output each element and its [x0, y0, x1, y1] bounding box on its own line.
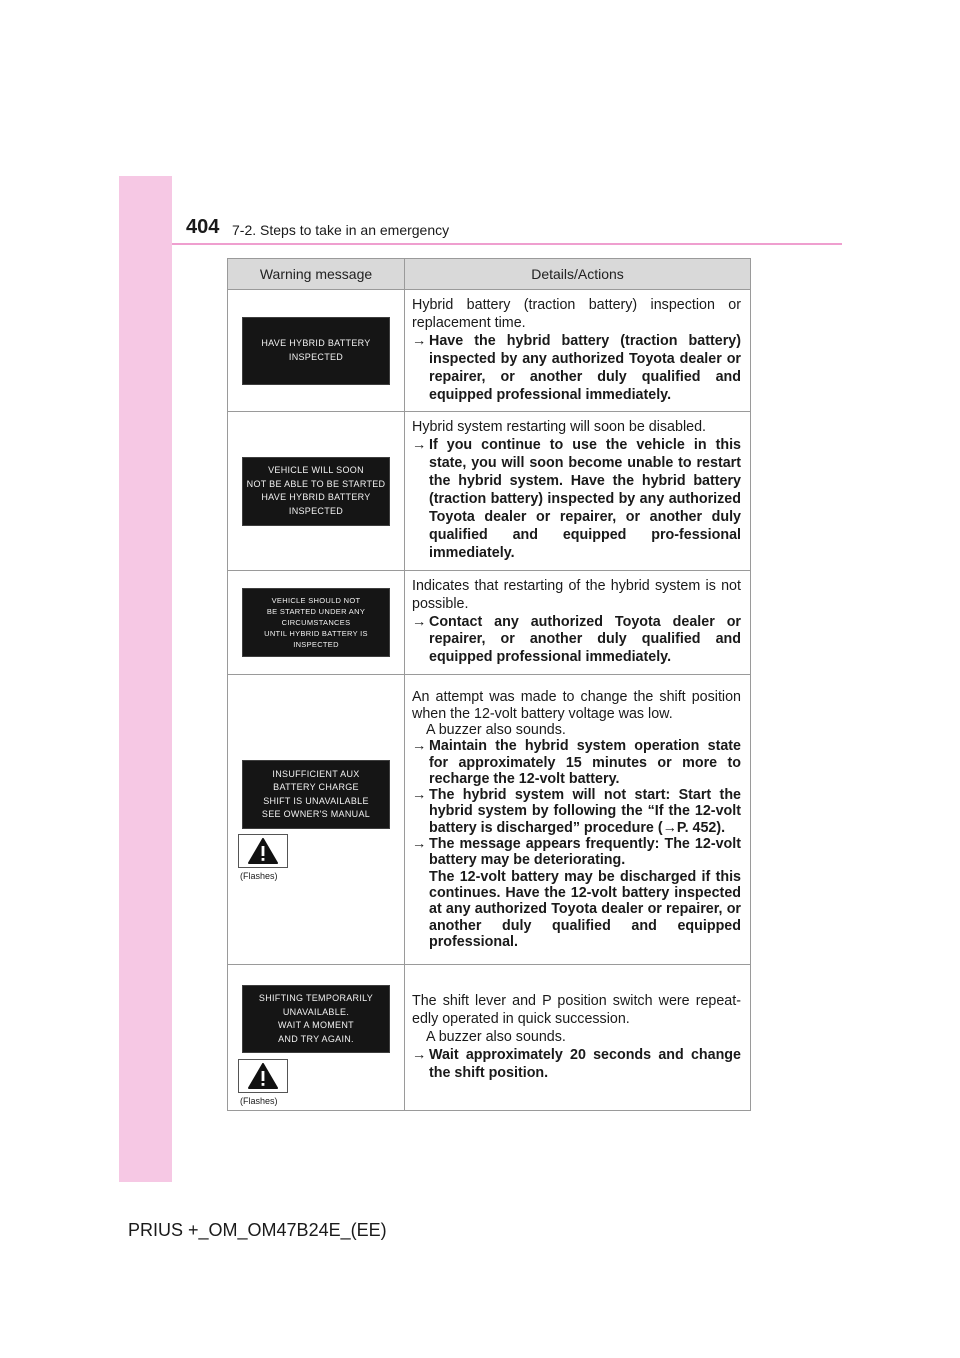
table-row	[228, 570, 751, 675]
details-cell	[405, 412, 751, 570]
display-text-line: WAIT A MOMENT	[278, 1020, 354, 1031]
arrow-icon: →	[412, 1046, 427, 1063]
details-actions-header: Details/Actions	[405, 259, 751, 290]
arrow-icon: →	[412, 738, 427, 755]
display-text-line: INSPECTED	[293, 639, 339, 649]
display-text-line: INSPECTED	[288, 505, 344, 516]
action-item: → If you continue to use the vehicle in this state, you will soon become unable to restart the hybrid system. Have the hybrid battery (traction battery) inspected by any authorized Toyota dealer or repairer, or another duly qualified and equipped pro-fessional immediately.	[412, 437, 741, 561]
action-item: → The message appears frequently: The 12-volt battery may be deteriorating.	[412, 836, 741, 869]
display-text-line: INSPECTED	[288, 351, 344, 362]
warning-message-cell	[228, 965, 405, 1111]
section-title: 7-2. Steps to take in an emergency	[232, 222, 450, 238]
table-row	[228, 290, 751, 412]
warning-triangle-icon	[248, 1063, 278, 1089]
action-item: → Wait approximately 20 seconds and change the shift position.	[412, 1046, 741, 1081]
action-item: → Maintain the hybrid system operation state for approximately 15 minutes or more to recharge the 12-volt battery.	[412, 738, 741, 787]
display-text-line: HAVE HYBRID BATTERY	[261, 338, 371, 349]
flashes-label: (Flashes)	[240, 871, 278, 882]
detail-description: Hybrid battery (traction battery) inspection or replacement time.	[412, 297, 741, 331]
display-text-line: CIRCUMSTANCES	[281, 617, 351, 627]
display-text-line: UNTIL HYBRID BATTERY IS	[264, 628, 368, 638]
header-divider	[172, 243, 842, 245]
display-text-line: SHIFTING TEMPORARILY	[258, 993, 374, 1004]
warning-indicator	[238, 834, 288, 868]
warning-message-cell	[228, 290, 405, 412]
action-item: → Contact any authorized Toyota dealer or repairer, or another duly qualified and equipped professional immediately.	[412, 613, 741, 666]
display-text-line: VEHICLE WILL SOON	[268, 465, 364, 476]
arrow-icon: →	[412, 437, 427, 454]
table-row	[228, 965, 751, 1111]
display-text-line: HAVE HYBRID BATTERY	[261, 492, 371, 503]
flashes-label: (Flashes)	[240, 1096, 278, 1107]
chapter-side-tab	[119, 176, 172, 1182]
display-text-line: VEHICLE SHOULD NOT	[271, 595, 361, 605]
warning-indicator	[238, 1059, 288, 1093]
detail-description: Hybrid system restarting will soon be disabled.	[412, 419, 707, 436]
action-item: → Have the hybrid battery (traction battery) inspected by any authorized Toyota dealer or repairer, or another duly qualified and equipped professional immediately.	[412, 332, 741, 403]
details-cell	[405, 675, 751, 965]
details-cell	[405, 290, 751, 412]
details-cell	[405, 570, 751, 675]
detail-note: A buzzer also sounds.	[426, 1028, 566, 1045]
display-text-line: AND TRY AGAIN.	[278, 1033, 354, 1044]
warning-message-cell	[228, 412, 405, 570]
arrow-icon: →	[412, 332, 427, 349]
detail-description: The shift lever and P position switch were repeat-edly operated in quick succession.	[412, 992, 741, 1027]
table-row	[228, 412, 751, 570]
warning-message-table	[227, 258, 751, 1111]
detail-description: Indicates that restarting of the hybrid system is not possible.	[412, 577, 741, 612]
detail-note: A buzzer also sounds.	[426, 721, 566, 738]
warning-display	[242, 588, 390, 657]
warning-display	[242, 317, 390, 385]
detail-description: An attempt was made to change the shift position when the 12-volt battery voltage was low.	[412, 689, 741, 722]
warning-display	[242, 760, 390, 829]
details-cell	[405, 965, 751, 1111]
display-text-line: SEE OWNER'S MANUAL	[261, 809, 371, 820]
warning-display	[242, 985, 390, 1053]
display-text-line: NOT BE ABLE TO BE STARTED	[246, 478, 386, 489]
document-footer: PRIUS +_OM_OM47B24E_(EE)	[128, 1220, 387, 1240]
table-header-row	[228, 259, 751, 290]
display-text-line: SHIFT IS UNAVAILABLE	[263, 795, 369, 806]
display-text-line: UNAVAILABLE.	[282, 1006, 350, 1017]
arrow-icon: →	[412, 787, 427, 804]
display-text-line: INSUFFICIENT AUX	[272, 768, 360, 779]
warning-message-cell	[228, 570, 405, 675]
warning-display	[242, 457, 390, 526]
arrow-icon: →	[412, 836, 427, 853]
action-item: → The hybrid system will not start: Start the hybrid system by following the “If the 12-volt battery is discharged” procedure (→P. 452).	[412, 787, 741, 836]
display-text-line: BATTERY CHARGE	[273, 782, 359, 793]
arrow-icon: →	[412, 613, 427, 630]
display-text-line: BE STARTED UNDER ANY	[266, 606, 366, 616]
table-row	[228, 675, 751, 965]
page-number: 404	[186, 216, 220, 238]
action-continuation: The 12-volt battery may be discharged if this continues. Have the 12-volt battery inspected at any authorized Toyota dealer or repairer, or another duly qualified and equipped professional.	[429, 868, 741, 950]
warning-triangle-icon	[248, 838, 278, 864]
warning-message-cell	[228, 675, 405, 965]
warning-message-header: Warning message	[228, 259, 405, 290]
